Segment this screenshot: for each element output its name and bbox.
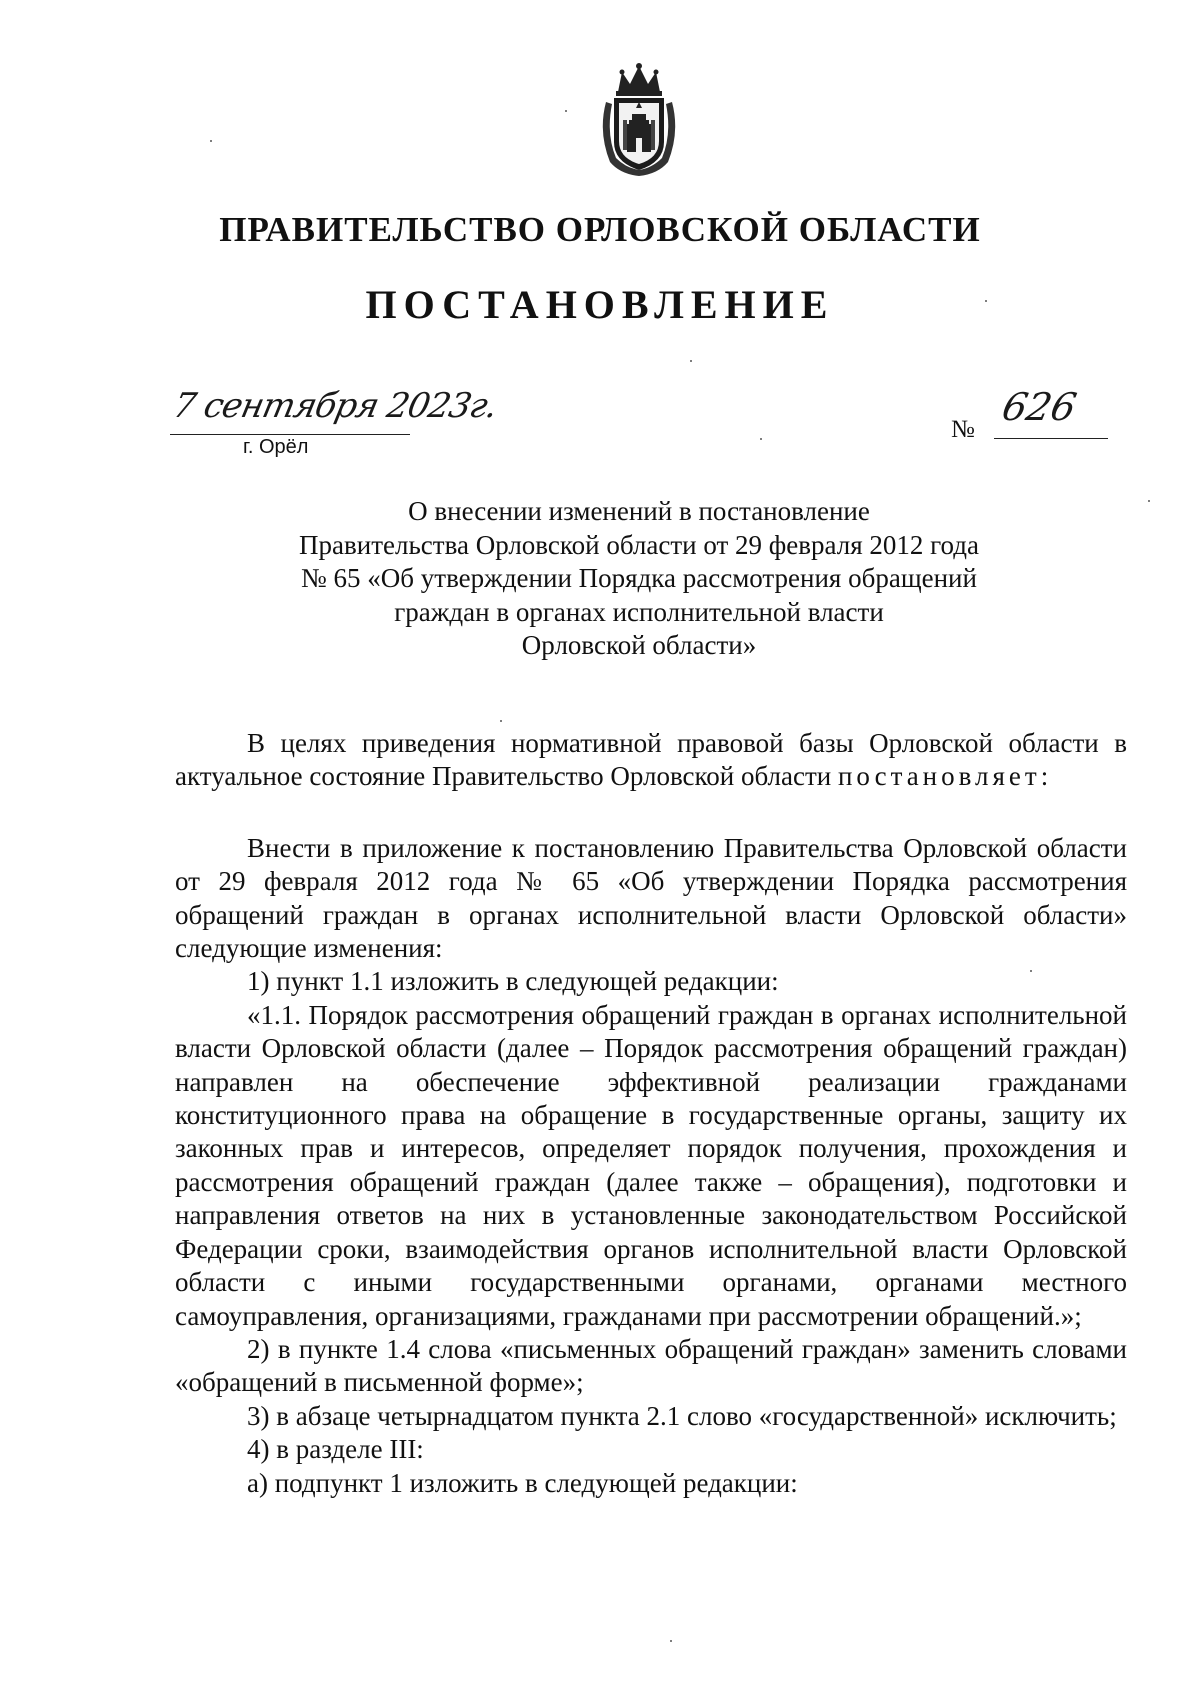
number-sign: № — [951, 416, 975, 443]
number-underline — [994, 438, 1108, 439]
handwritten-date: 7 сентября 2023г. — [169, 386, 501, 426]
item-1: 1) пункт 1.1 изложить в следующей редакции: — [247, 966, 779, 997]
item-4: 4) в разделе III: — [247, 1434, 424, 1465]
preamble-paragraph — [175, 727, 1127, 794]
title-line: № 65 «Об утверждении Порядка рассмотрения обращений — [301, 563, 977, 593]
title-line: Орловской области» — [521, 630, 757, 660]
document-type: ПОСТАНОВЛЕНИЕ — [365, 282, 835, 327]
city-name: г. Орёл — [243, 436, 309, 458]
intro-paragraph: Внести в приложение к постановлению Правительства Орловской области от 29 февраля 2012 года № 65 «Об утверждении Порядка рассмотрения обращений граждан в органах исполнительной власти Орловской области» следующие изменения: — [175, 832, 1127, 964]
item-2: 2) в пункте 1.4 слова «письменных обращений граждан» заменить словами «обращений в письменной форме»; — [175, 1333, 1127, 1398]
document-body — [175, 727, 1127, 1500]
date-underline — [170, 434, 410, 435]
preamble-text: В целях приведения нормативной правовой базы Орловской области в актуальное состояние Правительство Орловской области — [175, 728, 1127, 792]
item-4a: а) подпункт 1 изложить в следующей редакции: — [247, 1467, 798, 1498]
coat-of-arms-icon — [596, 62, 682, 178]
title-line: О внесении изменений в постановление — [408, 496, 870, 526]
title-line: граждан в органах исполнительной власти — [394, 596, 884, 627]
preamble-verb: постановляет: — [837, 761, 1053, 792]
title-line: Правительства Орловской области от 29 февраля 2012 года — [299, 529, 979, 560]
item-3: 3) в абзаце четырнадцатом пункта 2.1 слово «государственной» исключить; — [247, 1400, 1117, 1431]
item-1-quote: «1.1. Порядок рассмотрения обращений граждан в органах исполнительной власти Орловской области (далее – Порядок рассмотрения обращений граждан) направлен на обеспечение эффективной реализации гражданами конституционного права на обращение в государственные органы, защиту их законных прав и интересов, определяет порядок получения, прохождения и рассмотрения обращений граждан (далее также – обращения), подготовки и направления ответов на них в установленные законодательством Российской Федерации сроки, взаимодействия органов исполнительной власти Орловской области с иными государственными органами, органами местного самоуправления, организациями, гражданами при рассмотрении обращений.»; — [175, 999, 1127, 1331]
document-title — [170, 495, 1108, 663]
government-name: ПРАВИТЕЛЬСТВО ОРЛОВСКОЙ ОБЛАСТИ — [219, 210, 981, 249]
handwritten-number: 626 — [998, 385, 1081, 429]
